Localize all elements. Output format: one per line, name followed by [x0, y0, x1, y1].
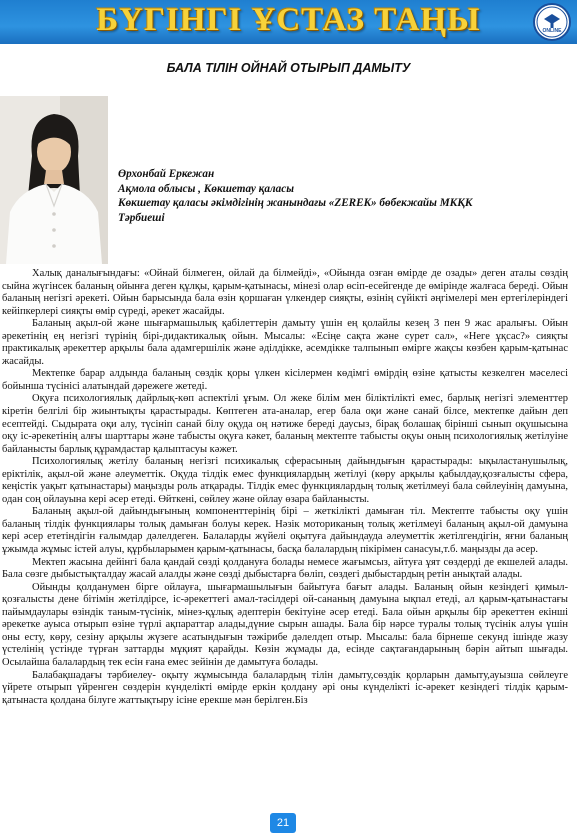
- author-position: Тәрбиеші: [118, 211, 165, 224]
- logo-text: ONLINE: [542, 28, 562, 34]
- author-photo: [0, 96, 108, 264]
- paragraph: Мектеп жасына дейінгі бала қандай сөзді қолдануға болады немесе жағымсыз, айтуға ұят сөздерді де екшелей алады. Бала сөзге дыбыстықталдау жасай алалды және сөзді дыбыстарға бөліп, сөздегі дыбыстардың ретін анықтай алады.: [2, 556, 568, 581]
- magazine-title: БҮГІНГІ ҰСТАЗ ТАҢЫ: [96, 2, 481, 38]
- paragraph: Оқуға психологиялық дайрлық-көп аспектілі ұғым. Ол жеке білім мен біліктілікті емес, барлық негізгі элементтер кіретін белгілі бір жиынтықты қарастырады. Көптеген ата-аналар, егер бала оқи және санай білсе, мектепке дайын деп есептейді. Сыдырата оқи алу, түсініп санай білу оқуда оң нәтиже береді даусыз, бірақ болашақ бірінші сынып оқушысына оқу іс-әрекетінің алғы шарттары және табысты оқуға кәкет, баланың мектепте табысты оқуы оның психологиялық жетілуіне байланысты барлық құрамдастар қалыптасуы кәжет.: [2, 393, 568, 455]
- article-title: БАЛА ТІЛІН ОЙНАЙ ОТЫРЫП ДАМЫТУ: [166, 61, 411, 75]
- paragraph: Баланың ақыл-ой дайындығының компоненттерінің бірі – жеткілікті дамыған тіл. Мектепте табысты оқу үшін баланың тілдік функциялары толық дамыған болуы керек. Нәзік моториканың толық жетілмеуі баланың ақыл-ой дамуына кері әсер ететіндігін ғалымдар дәлелдеген. Балаларды жүйелі оқытуға дайындауда әлеуметтік жетілгендігін, яғни баланың ұжымда жұмыс істей алуы, құрбыларымен қарым-қатынасы, басқа балалардың пікірімен санасуы,т.б. маңызды да әсер.: [2, 506, 568, 556]
- paragraph: Ойынды қолданумен бірге ойлауға, шығармашылығын байытуға бағыт алады. Баланың ойын кезіндегі қимыл-қозғалысты дене бітімін жетілдірсе, іс-әрекеттегі амал-тәсілдері ой-сананың дамуына ықпал етеді, ал қарым-қатынастағы пайымдаулары өзіндік таным-түсінік, мінез-құлық әдептерін бекітуіне әсер етеді. Бала ойын арқылы бір әрекеттен екінші әрекетке ауыса отырып өзіне түрлі ақпараттар алады,дүние сырын ашады. Бала бір нәрсе туралы толық түсінік алуы үшін оны есту, көру, сезіну арқылы жүзеге асатындығын тәжірибе дәлелдеп отыр. Мысалы: бала бірнеше секунд ішінде жазу үстелінің үстінде түрған заттарды мұқият қарайды. Көзін жұмады да, есінде сақтағандарының бәрін айтып шығады. Осылайша балалардың тек есін ғана емес зейінін де дамытуға болады.: [2, 581, 568, 668]
- author-organization: Көкшетау қаласы әкімдігінің жанындағы «ZEREK» бөбекжайы МКҚК: [118, 197, 473, 209]
- online-logo: [533, 3, 571, 41]
- paragraph: Халық даналығындағы: «Ойнай білмеген, ойлай да білмейді», «Ойында озған өмірде де озады» деген аталы сөздің сыйна жүгінсек баланың ойынға деген құлқы, қарым-қатынасы, мінезі олар өсіп-есейгенде де өмірінде жалғаса береді. Ойын баланың негізгі әрекеті. Ойын барысында бала өзін қоршаған үлкендер сияқты, өзінің сүйікті әңгімелері мен ертегілеріндегі кейіпкерлері сияқты өмір сүреді, әрекет жасайды.: [2, 268, 568, 317]
- paragraph: Мектепке барар алдында баланың сөздік қоры үлкен кісілермен көдімгі өмірдің өзіне қатысты кезкелген мәселесі бойынша түсінісі алатындай дәрежеге жетеді.: [2, 368, 568, 392]
- paragraph: Балабақшадағы тәрбиелеу- оқыту жұмысында балалардың тілін дамыту,сөздік қорларын дамыту,ауызша сөйлеуге үйрете отырып үйренген сөздерін күнделікті өмірде еркін қолдану әрі оны күнделікті іс-әрекет кезіндегі тілдік қарым-қатынаста қолдана білуге жаттықтыру ісіне ерекше мән берілген.Біз: [2, 669, 568, 706]
- author-name: Өрхонбай Еркежан: [118, 168, 215, 180]
- article-body: [2, 268, 568, 707]
- page-number: 21: [270, 813, 296, 833]
- author-portrait-image: [0, 96, 108, 264]
- author-info: [118, 167, 568, 225]
- paragraph: Психологиялық жетілу баланың негізгі психикалық сферасының дайындығын қарастырады: ықыластанушылық, еріктілік, ақыл-ой және әлеуметтік. Оқуда тілдік емес функциялардың жетілуі (көру арқылы қабылдау,қозғалысты сфера, кеңістік уақыт қатынастары) маңызды роль атқарады. Тілдік емес функциялардың толық жетілмеуі бала сөйлеуінің дамуына, одан соң ойлауына кері әсер етеді. Өйткені, сөйлеу және ойлау өзара байланысты.: [2, 456, 568, 505]
- author-location: Ақмола облысы , Көкшетау қаласы: [118, 182, 294, 195]
- paragraph: Баланың ақыл-ой және шығармашылық қабілеттерін дамыту үшін ең қолайлы кезең 3 пен 9 жас аралығы. Ойын әрекетінің ең негізгі түрінің бірі-дидактикалық ойын. Мысалы: «Есіңе сақта және сурет сал», «Неге ұқсас?» сияқты практикалық әрекеттер арқылы бала адамгершілік және әділдікке, әсемдікке талпынып өмірге жақсы көзбен қарым-қатынас жасайды.: [2, 318, 568, 367]
